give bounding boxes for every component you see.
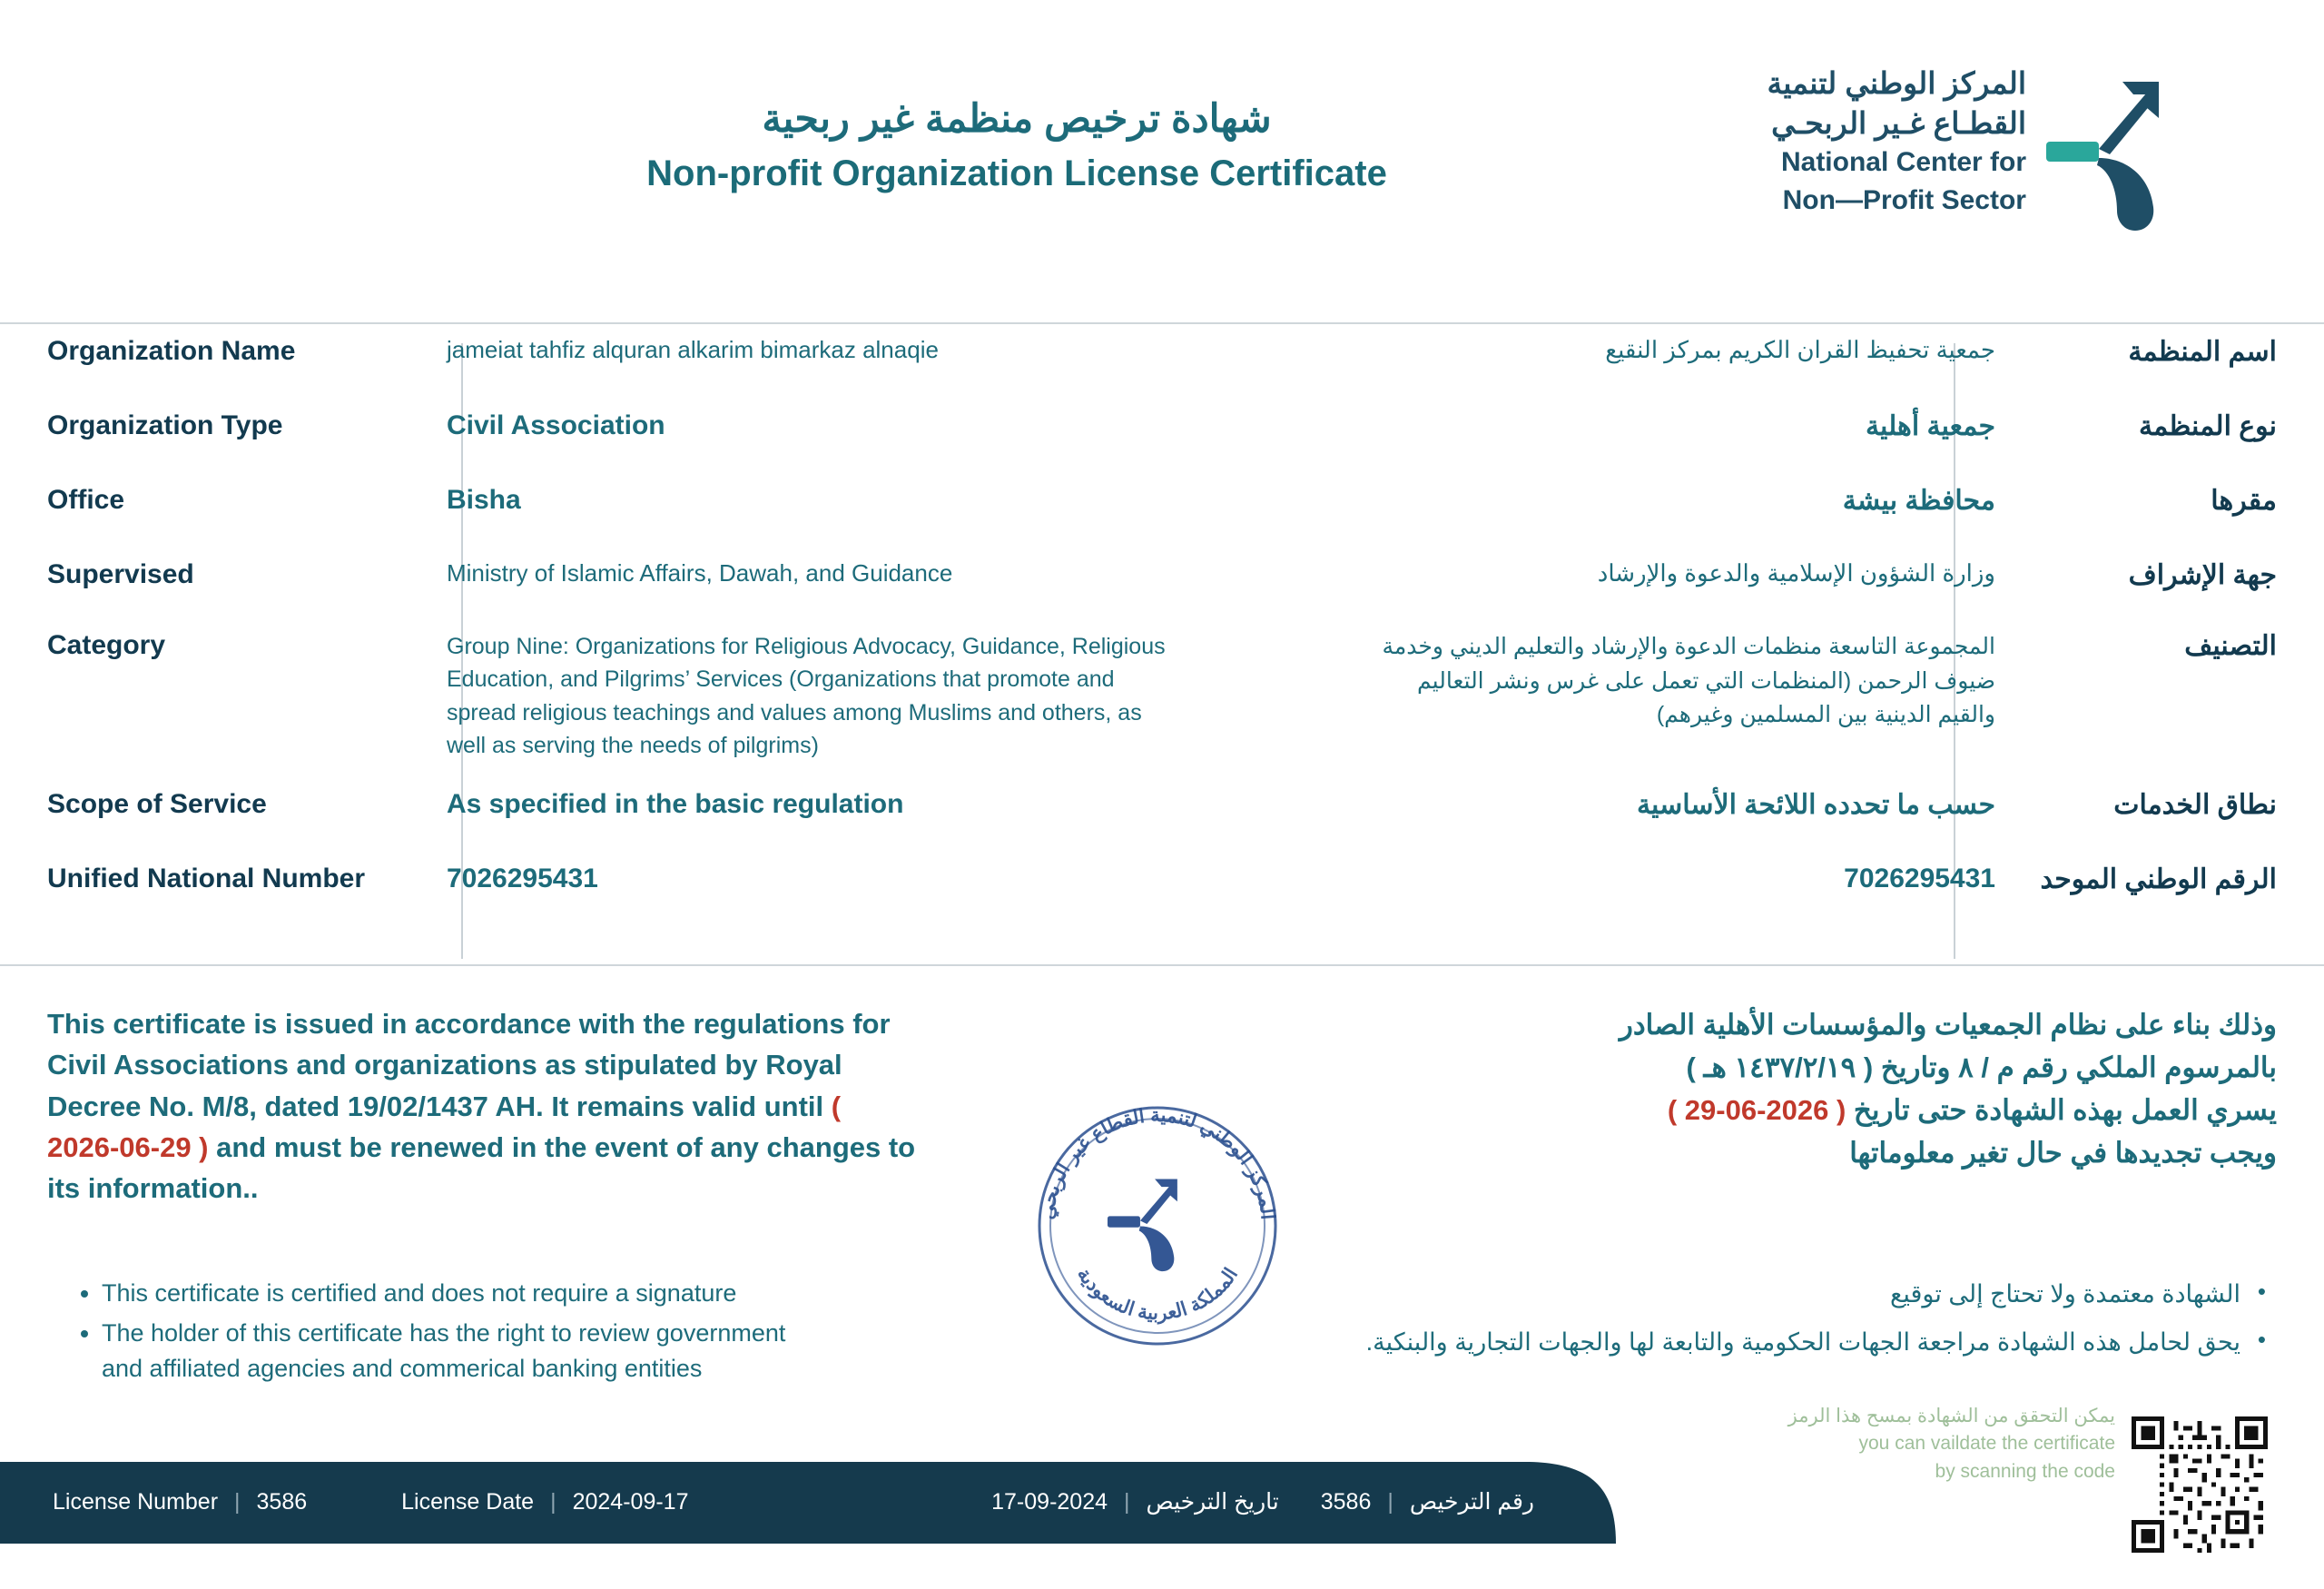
table-row: [0, 559, 2324, 630]
table-row: [0, 485, 2324, 559]
footer-license-date-label-ar: تاريخ الترخيص: [1146, 1489, 1279, 1515]
field-value-ar: جمعية أهلية: [1865, 411, 1995, 441]
divider-top: [0, 322, 2324, 324]
field-value-en: jameiat tahfiz alquran alkarim bimarkaz alnaqie: [447, 336, 939, 363]
field-label-en: Unified National Number: [47, 864, 366, 893]
legal-note-ar-line-1: وذلك بناء على نظام الجمعيات والمؤسسات الأهلية الصادر: [1619, 1009, 2277, 1041]
field-label-en: Organization Type: [47, 410, 283, 440]
certificate-fields-table: [0, 336, 2324, 938]
field-label-ar: مقرها: [2211, 486, 2277, 516]
footer-license-number-value-ar: 3586: [1320, 1488, 1372, 1515]
field-label-ar: نطاق الخدمات: [2113, 790, 2277, 820]
validate-text-english-line-1: you can vaildate the certificate: [1858, 1433, 2115, 1455]
table-row: [0, 864, 2324, 938]
organization-logo: [1663, 64, 2171, 272]
footer-separator: |: [1124, 1488, 1130, 1515]
footer-content: [0, 1462, 1616, 1542]
legal-note-english: [47, 1003, 919, 1209]
field-label-ar: نوع المنظمة: [2139, 411, 2277, 441]
logo-text: [1663, 64, 2026, 218]
footer-separator: |: [550, 1488, 556, 1515]
legal-note-ar-line-3: يسري العمل بهذه الشهادة حتى تاريخ: [1846, 1094, 2277, 1127]
official-stamp-icon: [1017, 1085, 1298, 1367]
field-value-en: Bisha: [447, 485, 521, 515]
field-value-ar: وزارة الشؤون الإسلامية والدعوة والإرشاد: [1597, 559, 1995, 587]
title-block: [508, 95, 1525, 197]
list-item: • الشهادة معتمدة ولا تحتاج إلى توقيع: [1360, 1276, 2240, 1313]
field-value-en: Group Nine: Organizations for Religious Advocacy, Guidance, Religious Education, and Pilgrims’ Services (Organizations that promote and spread religious teachings and values among Muslims and others, as well as serving the needs of pilgrims): [447, 634, 1166, 758]
field-value-ar: المجموعة التاسعة منظمات الدعوة والإرشاد والتعليم الديني وخدمة ضيوف الرحمن (المنظمات التي تعمل على غرس ونشر التعاليم والقيم الدينية بين المسلمين وغيرهم): [1382, 634, 1995, 727]
field-value-en: Ministry of Islamic Affairs, Dawah, and Guidance: [447, 559, 953, 587]
certificate-header: [0, 0, 2324, 322]
field-label-ar: اسم المنظمة: [2128, 337, 2277, 367]
svg-text:المركز الوطني لتنمية القطاع غي: المركز الوطني لتنمية القطاع غير الربحي: [1036, 1104, 1278, 1221]
list-item-continued: and affiliated agencies and commerical banking entities: [102, 1354, 703, 1382]
legal-note-ar-line-4: ويجب تجديدها في حال تغير معلوماتها: [1849, 1137, 2277, 1170]
footer-license-number-label-ar: رقم الترخيص: [1409, 1489, 1534, 1515]
field-label-en: Office: [47, 485, 125, 515]
field-value-ar: محافظة بيشة: [1842, 486, 1995, 516]
legal-note-en-before: This certificate is issued in accordance with the regulations for Civil Associations and organizations as stipulated by Royal Decree No. M/8, dated 19/02/1437 AH. It remains valid until: [47, 1008, 891, 1122]
field-label-ar: الرقم الوطني الموحد: [2040, 864, 2277, 894]
bullets-arabic: [1360, 1276, 2277, 1371]
field-value-ar: حسب ما تحدده اللائحة الأساسية: [1636, 790, 1995, 820]
table-row: [0, 410, 2324, 485]
field-label-en: Supervised: [47, 559, 194, 589]
list-item: The holder of this certificate has the right to review government: [102, 1319, 786, 1347]
field-label-en: Scope of Service: [47, 789, 267, 819]
field-label-ar: جهة الإشراف: [2128, 560, 2277, 590]
page-title-english: Non-profit Organization License Certificate: [646, 153, 1387, 193]
field-value-ar: 7026295431: [1844, 864, 1995, 893]
validate-text-english-line-2: by scanning the code: [1935, 1460, 2115, 1482]
footer-license-number-label-en: License Number: [53, 1488, 219, 1515]
field-value-en: As specified in the basic regulation: [447, 789, 904, 819]
list-item: • يحق لحامل هذه الشهادة مراجعة الجهات الحكومية والتابعة لها والجهات التجارية والبنكية.: [1360, 1324, 2240, 1361]
footer-license-number-value: 3586: [256, 1488, 308, 1515]
logo-english-line-1: National Center for: [1780, 147, 2026, 178]
svg-text:المملكة العربية السعودية: المملكة العربية السعودية: [1072, 1264, 1243, 1325]
validate-text-arabic: يمكن التحقق من الشهادة بمسح هذا الرمز: [1787, 1406, 2115, 1426]
field-label-en: Organization Name: [47, 336, 296, 366]
table-row: [0, 630, 2324, 789]
validity-date-en: ( 2026-06-29 ): [47, 1090, 842, 1163]
footer-separator: |: [234, 1488, 241, 1515]
table-row: [0, 336, 2324, 410]
footer-license-date-value-ar: 17-09-2024: [991, 1488, 1108, 1515]
bullets-english: [64, 1276, 962, 1391]
validity-date-ar: ( 2026-06-29 ): [1667, 1094, 1846, 1127]
table-row: [0, 789, 2324, 864]
legal-note-en-after: and must be renewed in the event of any changes to its information..: [47, 1130, 916, 1204]
legal-note-ar-line-2: بالمرسوم الملكي رقم م / ٨ وتاريخ ( ١٤٣٧/٢/١٩ هـ ): [1686, 1051, 2277, 1084]
field-label-en: Category: [47, 630, 166, 660]
logo-arabic-line-1: المركز الوطني لتنمية: [1767, 66, 2026, 100]
logo-english-line-2: Non—Profit Sector: [1782, 184, 2026, 215]
field-label-ar: التصنيف: [2184, 631, 2277, 661]
legal-note-arabic: [1369, 1003, 2277, 1174]
logo-arabic-line-2: القطـاع غـير الربحـي: [1771, 105, 2026, 140]
field-value-en: Civil Association: [447, 410, 665, 440]
footer-license-date-label-en: License Date: [401, 1488, 535, 1515]
page-title-arabic: شهادة ترخيص منظمة غير ربحية: [762, 97, 1272, 141]
qr-code[interactable]: [2132, 1416, 2268, 1553]
footer-license-date-value-en: 2024-09-17: [572, 1488, 689, 1515]
validate-instructions: [1734, 1403, 2115, 1485]
field-value-ar: جمعية تحفيظ القران الكريم بمركز النقيع: [1605, 336, 1995, 363]
field-value-en: 7026295431: [447, 864, 598, 893]
divider-bottom: [0, 964, 2324, 966]
list-item: • This certificate is certified and does not require a signature: [102, 1276, 962, 1310]
footer-separator: |: [1387, 1488, 1393, 1515]
npc-star-logo-icon: [2044, 71, 2171, 234]
